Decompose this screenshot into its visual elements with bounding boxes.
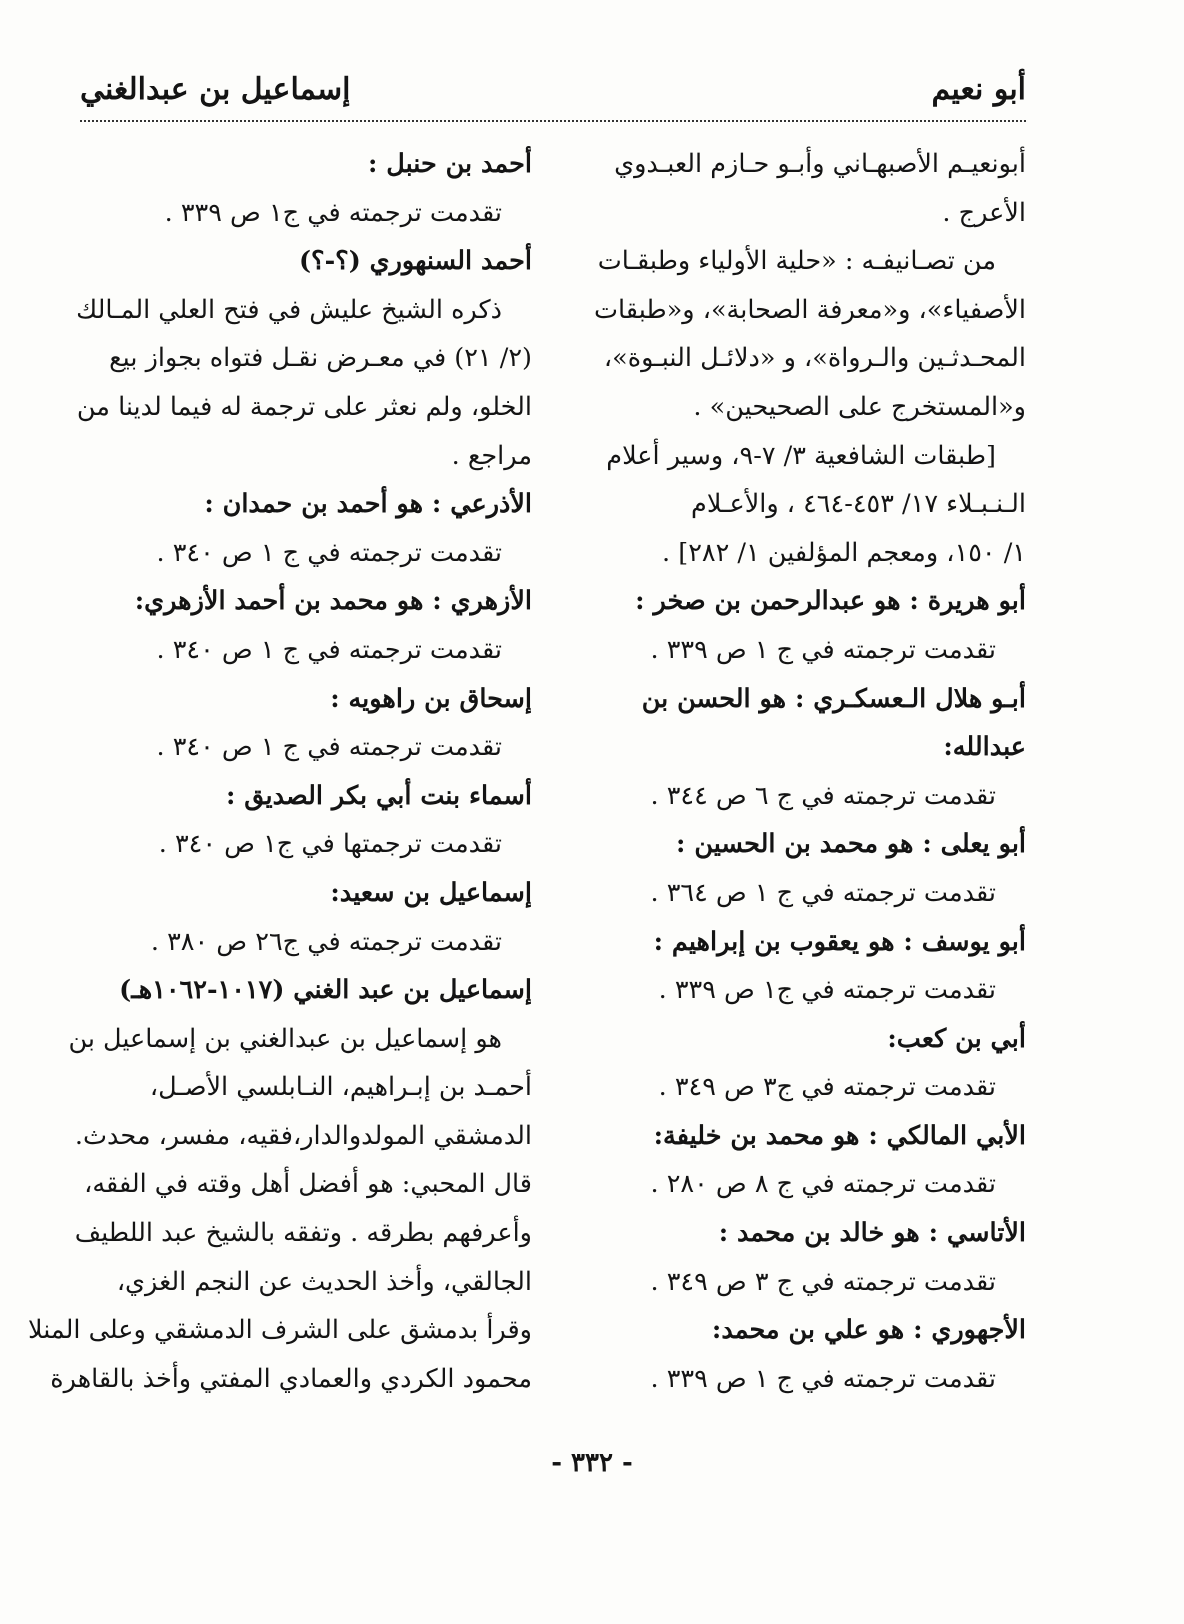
header-title-left: إسماعيل بن عبدالغني <box>80 72 351 107</box>
text-line: تقدمت ترجمته في ج ٨ ص ٢٨٠ . <box>650 1169 996 1200</box>
text-line: الدمشقي المولدوالدار،فقيه، مفسر، محدث. <box>74 1120 532 1151</box>
text-line: أبونعيـم الأصبهـاني وأبـو حـازم العبـدوي <box>614 149 1026 179</box>
entry-heading: أبو هريرة : هو عبدالرحمن بن صخر : <box>635 586 1026 617</box>
entry-heading: أبو يوسف : هو يعقوب بن إبراهيم : <box>653 926 1026 957</box>
text-line: هو إسماعيل بن عبدالغني بن إسماعيل بن <box>68 1023 502 1054</box>
text-line: قال المحبي: هو أفضل أهل وقته في الفقه، <box>84 1169 532 1200</box>
text-line: تقدمت ترجمته في ج ١ ص ٣٣٩ . <box>650 1363 996 1394</box>
text-line: تقدمت ترجمته في ج٢٦ ص ٣٨٠ . <box>150 926 502 957</box>
text-column-left <box>28 140 532 1403</box>
text-line: الجالقي، وأخذ الحديث عن النجم الغزي، <box>116 1266 532 1297</box>
text-line: تقدمت ترجمته في ج١ ص ٣٣٩ . <box>658 975 996 1006</box>
text-line: مراجع . <box>451 440 532 471</box>
entry-heading: أبـو هلال الـعسكـري : هو الحسن بن <box>641 683 1026 714</box>
entry-heading: الأبي المالكي : هو محمد بن خليفة: <box>653 1120 1026 1151</box>
text-line: تقدمت ترجمته في ج ١ ص ٣٤٠ . <box>156 634 502 665</box>
text-column-right <box>574 140 1026 1403</box>
entry-heading: أسماء بنت أبي بكر الصديق : <box>226 780 532 811</box>
text-line: ذكره الشيخ عليش في فتح العلي المـالك <box>76 294 502 325</box>
entry-heading: أبو يعلى : هو محمد بن الحسين : <box>676 829 1026 860</box>
text-line: ١/ ١٥٠، ومعجم المؤلفين ١/ ٢٨٢] . <box>662 537 1026 568</box>
entry-heading: الأزهري : هو محمد بن أحمد الأزهري: <box>134 586 532 617</box>
entry-heading: إسحاق بن راهويه : <box>330 683 532 714</box>
entry-heading: عبدالله: <box>943 732 1026 763</box>
text-line: أحمـد بن إبـراهيم، النـابلسي الأصـل، <box>149 1072 532 1103</box>
text-line: (٢/ ٢١) في معـرض نقـل فتواه بجواز بيع <box>109 343 532 374</box>
entry-heading: أحمد السنهوري (؟-؟) <box>298 246 532 277</box>
entry-heading: إسماعيل بن عبد الغني (١٠١٧-١٠٦٢هـ) <box>119 975 532 1006</box>
entry-heading: أبي بن كعب: <box>887 1023 1026 1054</box>
text-line: و«المستخرج على الصحيحين» . <box>693 391 1026 422</box>
entry-heading: أحمد بن حنبل : <box>368 149 532 179</box>
text-line: تقدمت ترجمته في ج ١ ص ٣٤٠ . <box>156 732 502 763</box>
entry-heading: الأذرعي : هو أحمد بن حمدان : <box>204 489 532 520</box>
text-line: الأعرج . <box>942 197 1026 228</box>
text-line: تقدمت ترجمته في ج٣ ص ٣٤٩ . <box>658 1072 996 1103</box>
text-line: تقدمت ترجمته في ج ٦ ص ٣٤٤ . <box>650 780 996 811</box>
text-line: تقدمت ترجمته في ج ١ ص ٣٤٠ . <box>156 537 502 568</box>
text-line: تقدمت ترجمتها في ج١ ص ٣٤٠ . <box>158 829 502 860</box>
text-line: تقدمت ترجمته في ج١ ص ٣٣٩ . <box>164 197 502 228</box>
text-line: تقدمت ترجمته في ج ١ ص ٣٦٤ . <box>650 877 996 908</box>
text-line: محمود الكردي والعمادي المفتي وأخذ بالقاهرة <box>50 1363 532 1394</box>
header-title-right: أبو نعيم <box>931 72 1026 107</box>
text-line: تقدمت ترجمته في ج ٣ ص ٣٤٩ . <box>650 1266 996 1297</box>
text-line: [طبقات الشافعية ٣/ ٧-٩، وسير أعلام <box>606 440 996 471</box>
entry-heading: إسماعيل بن سعيد: <box>330 877 532 908</box>
page-number: - ٣٣٢ - <box>551 1448 633 1478</box>
text-line: تقدمت ترجمته في ج ١ ص ٣٣٩ . <box>650 634 996 665</box>
text-line: الأصفياء»، و«معرفة الصحابة»، و«طبقات <box>594 294 1026 325</box>
text-line: المحـدثـين والـرواة»، و «دلائـل النبـوة»، <box>603 343 1026 374</box>
text-line: من تصـانيفـه : «حلية الأولياء وطبقـات <box>597 246 996 277</box>
entry-heading: الأجهوري : هو علي بن محمد: <box>711 1315 1026 1346</box>
text-line: وقرأ بدمشق على الشرف الدمشقي وعلى المنلا <box>28 1315 532 1346</box>
running-header <box>80 64 1026 122</box>
text-line: وأعرفهم بطرقه . وتفقه بالشيخ عبد اللطيف <box>74 1218 532 1249</box>
text-line: الخلو، ولم نعثر على ترجمة له فيما لدينا من <box>76 391 532 422</box>
text-line: الـنـبـلاء ١٧/ ٤٥٣-٤٦٤ ، والأعـلام <box>691 489 1026 520</box>
entry-heading: الأتاسي : هو خالد بن محمد : <box>718 1218 1026 1249</box>
